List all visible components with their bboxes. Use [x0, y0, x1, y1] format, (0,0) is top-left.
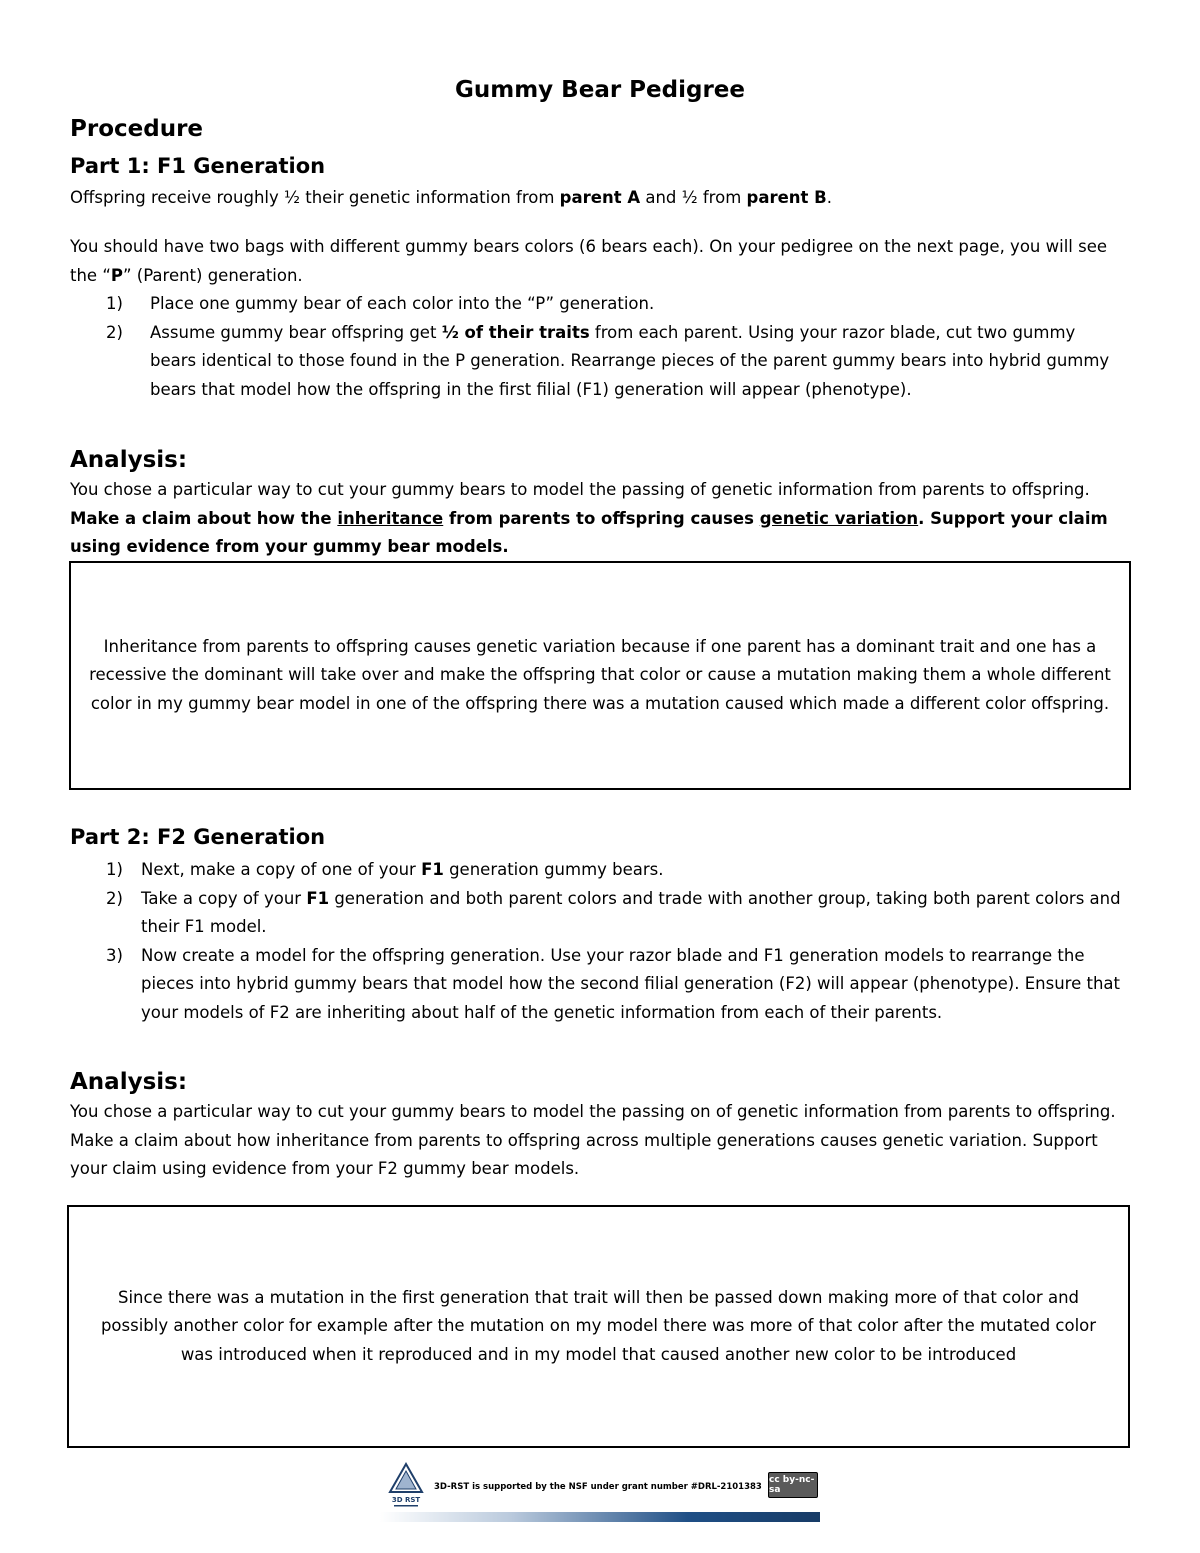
analysis2-answer-box[interactable]: [67, 1205, 1130, 1448]
analysis2-answer: Since there was a mutation in the first generation that trait will then be passed down making more of that color and possibly another color for example after the mutation on my model there was more of that color after the mutated color was introduced when it reproduced and in my model that caused another new color to be introduced: [100, 1287, 1097, 1364]
analysis1-answer: Inheritance from parents to offspring causes genetic variation because if one parent has a dominant trait and one has a recessive the dominant will take over and make the offspring that color or cause a mutation making them a whole different color in my gummy bear model in one of the offspring there was a mutation caused which made a different color offspring.: [89, 636, 1111, 713]
analysis1-heading: Analysis:: [70, 447, 188, 473]
list-item: 2) Assume gummy bear offspring get ½ of their traits from each parent. Using your razor blade, cut two gummy bears identical to those found in the P generation. Rearrange pieces of the parent gummy bears into hybrid gummy bears that model how the offspring in the first filial (F1) generation will appear (phenotype).: [106, 322, 1110, 399]
rst-logo: [386, 1462, 426, 1510]
part1-setup: You should have two bags with different gummy bears colors (6 bears each). On your pedigree on the next page, you will see the “P” (Parent) generation.: [70, 237, 1108, 285]
list-item: 3) Now create a model for the offspring generation. Use your razor blade and F1 generation models to rearrange the pieces into hybrid gummy bears that model how the second filial generation (F2) will appear (phenotype). Ensure that your models of F2 are inheriting about half of the genetic information from each of their parents.: [106, 945, 1120, 1022]
list-item: 1) Next, make a copy of one of your F1 generation gummy bears.: [106, 860, 664, 879]
analysis1-prompt: You chose a particular way to cut your gummy bears to model the passing of genetic information from parents to offspring. Make a claim about how the inheritance from parents to offspring causes genetic variation. Support your claim using evidence from your gummy bear models.: [70, 480, 1108, 556]
rst-logo-text: 3D RST: [391, 1496, 421, 1504]
list-item: 1) Place one gummy bear of each color into the “P” generation.: [106, 294, 655, 313]
triangle-logo-icon: [386, 1462, 426, 1510]
part1-steps: [106, 290, 1125, 404]
list-item: 2) Take a copy of your F1 generation and both parent colors and trade with another group, taking both parent colors and their F1 model.: [106, 888, 1121, 936]
footer-funding-text: 3D-RST is supported by the NSF under grant number #DRL-2101383: [434, 1482, 762, 1492]
procedure-heading: Procedure: [70, 116, 204, 142]
part2-steps: [106, 856, 1121, 1027]
analysis1-answer-box[interactable]: [69, 561, 1131, 790]
part1-intro: Offspring receive roughly ½ their genetic information from parent A and ½ from parent B.: [70, 188, 832, 207]
footer: [380, 1460, 820, 1522]
footer-bar: [380, 1512, 820, 1522]
analysis2-heading: Analysis:: [70, 1069, 188, 1095]
cc-license-badge[interactable]: cc by-nc-sa: [768, 1472, 818, 1498]
part1-heading: Part 1: F1 Generation: [70, 154, 326, 178]
analysis2-prompt: You chose a particular way to cut your gummy bears to model the passing on of genetic information from parents to offspring. Make a claim about how inheritance from parents to offspring across multiple generations causes genetic variation. Support your claim using evidence from your F2 gummy bear models.: [70, 1102, 1116, 1178]
document-title: Gummy Bear Pedigree: [455, 77, 745, 103]
part2-heading: Part 2: F2 Generation: [70, 825, 326, 849]
